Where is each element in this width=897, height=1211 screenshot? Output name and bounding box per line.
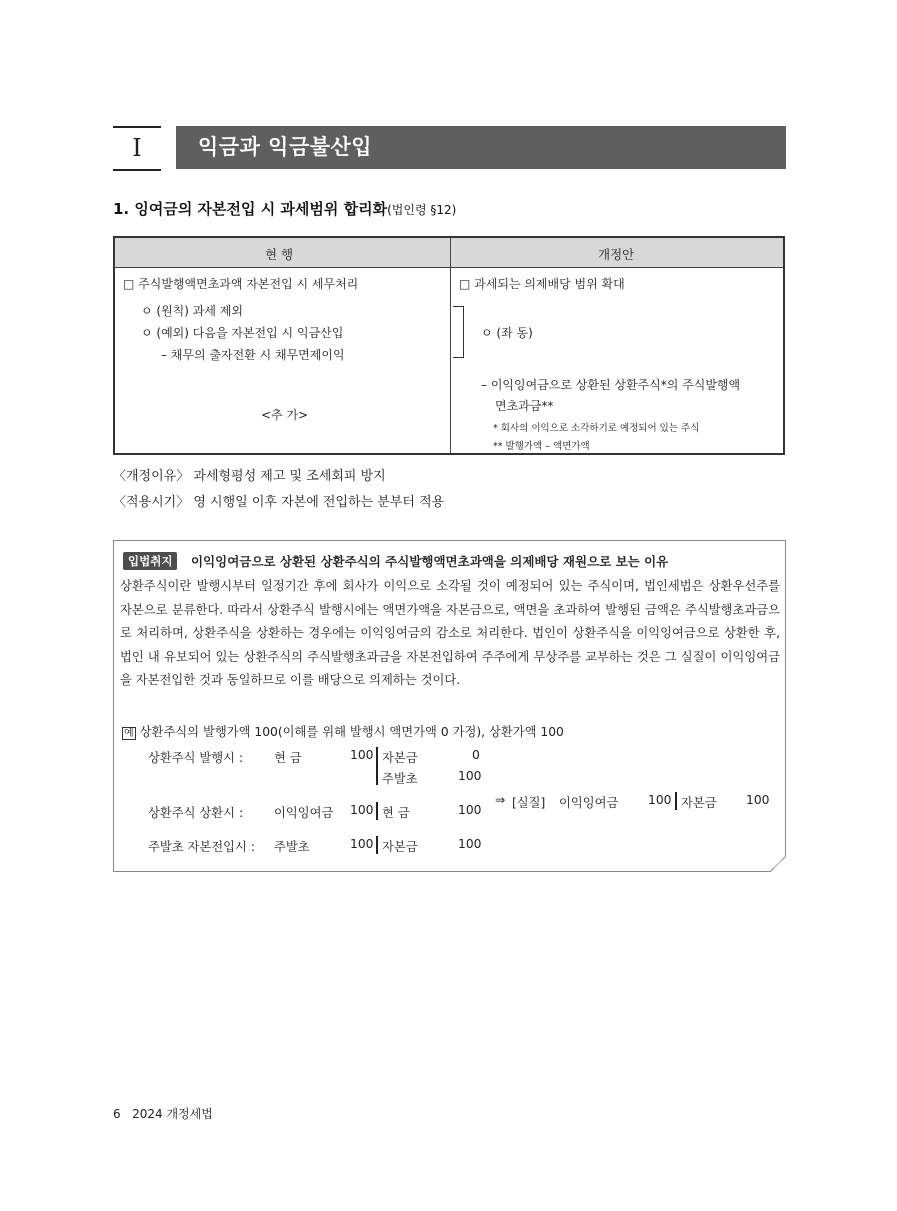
example-title: 상환주식의 발행가액 100(이해를 위해 발행시 액면가액 0 가정), 상환가액 100 [139,725,564,739]
redeem-ledger-line [376,802,378,820]
substance-debit: 이익잉여금 [559,796,619,810]
issue-debit-amount: 100 [350,748,374,762]
issue-credit1: 자본금 [382,751,418,765]
chapter-title: 익금과 익금불산입 [198,135,373,159]
issue-credit2: 주발초 [382,772,418,786]
intent-body: 상환주식이란 발행시부터 일정기간 후에 회사가 이익으로 소각될 것이 예정되어 있는 주식이며, 법인세법은 상환우선주를 자본으로 분류한다. 따라서 상환주식 발행시에는 액면가액을 자본금으로, 액면을 초과하여 발행된 금액은 주식발행초과금으로 처리하며, 상환주식을 상환하는 경우에는 이익잉여금의 감소로 처리한다. 법인이 상환주식을 이익잉여금으로 상환한 후, 법인 내 유보되어 있는 상환주식의 주식발행초과금을 자본전입하여 주주에게 무상주를 교부하는 것은 그 실질이 이익잉여금을 자본전입한 것과 동일하므로 이를 배당으로 의제하는 것이다. [120,579,780,687]
effective-date: 〈적용시기〉 영 시행일 이후 자본에 전입하는 분부터 적용 [113,495,445,510]
section-title: 1. 잉여금의 자본전입 시 과세범위 합리화(법인령 §12) [113,200,457,218]
section-reference: (법인령 §12) [387,203,457,217]
chapter-header [113,126,786,169]
capital-debit-amount: 100 [350,837,374,851]
page-footer [113,1105,213,1122]
comparison-table [113,236,785,455]
revised-footnote1: * 회사의 이익으로 소각하기로 예정되어 있는 주식 [493,423,700,434]
example-line [122,722,564,740]
arrow-icon: ⇒ [495,793,506,807]
capital-label: 주발초 자본전입시 : [148,840,255,854]
issue-debit: 현 금 [274,751,302,765]
current-sub1: ㅇ (원칙) 과세 제외 [141,304,243,318]
same-bracket [453,306,464,358]
page-fold-icon [770,856,786,872]
substance-credit-amount: 100 [746,793,770,807]
capital-credit-amount: 100 [458,837,482,851]
issue-ledger-line [376,747,378,785]
substance-label: [실질] [512,796,546,810]
page-number: 6 [113,1107,121,1121]
redeem-credit: 현 금 [382,806,410,820]
header-revised: 개정안 [598,247,635,262]
revised-new-item-line1: – 이익잉여금으로 상환된 상환주식*의 주식발행액 [481,378,741,392]
column-divider [450,238,451,453]
revision-reason: 〈개정이유〉 과세형평성 제고 및 조세회피 방지 [113,469,386,484]
redeem-debit-amount: 100 [350,803,374,817]
capital-debit: 주발초 [274,840,310,854]
revised-main: □ 과세되는 의제배당 범위 확대 [459,277,625,291]
table-header [115,238,783,268]
book-title: 2024 개정세법 [132,1107,213,1121]
intent-badge: 입법취지 [123,552,177,570]
current-main: □ 주식발행액면초과액 자본전입 시 세무처리 [123,277,359,291]
header-current: 현 행 [265,247,294,262]
revised-footnote2: ** 발행가액 – 액면가액 [493,441,590,452]
redeem-label: 상환주식 상환시 : [148,806,244,820]
substance-credit: 자본금 [681,796,717,810]
example-icon: 예 [124,728,134,739]
substance-ledger-line [675,792,677,810]
issue-credit1-amount: 0 [472,748,480,762]
redeem-debit: 이익잉여금 [274,806,334,820]
current-added: <추 가> [261,408,309,422]
chapter-title-bar [176,126,786,169]
capital-ledger-line [376,836,378,854]
redeem-credit-amount: 100 [458,803,482,817]
capital-credit: 자본금 [382,840,418,854]
issue-label: 상환주식 발행시 : [148,751,244,765]
current-sub2-item: – 채무의 출자전환 시 채무면제이익 [161,348,345,362]
issue-credit2-amount: 100 [458,769,482,783]
revised-same: ㅇ (좌 동) [481,326,533,340]
current-sub2: ㅇ (예외) 다음을 자본전입 시 익금산입 [141,326,344,340]
substance-debit-amount: 100 [648,793,672,807]
intent-title: 이익잉여금으로 상환된 상환주식의 주식발행액면초과액을 의제배당 재원으로 보는 이유 [191,554,669,569]
chapter-number: I [113,126,161,171]
legislative-intent-box [113,540,786,872]
revised-new-item-line2: 면초과금** [495,399,554,413]
